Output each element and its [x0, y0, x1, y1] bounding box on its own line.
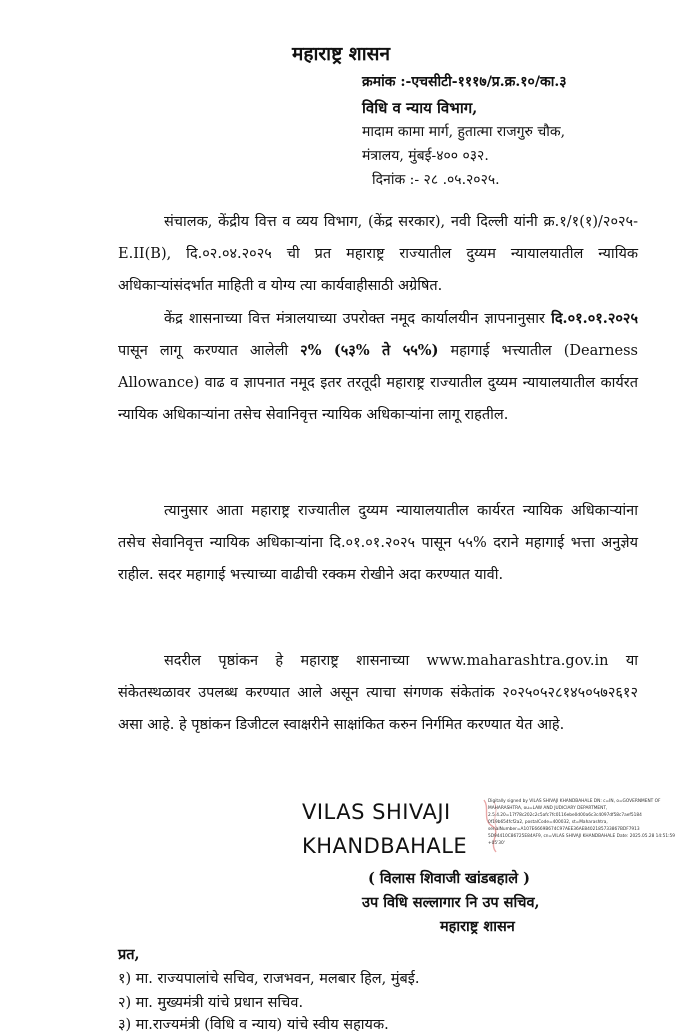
signer-name-line-2: KHANDBAHALE — [302, 834, 468, 858]
website-link[interactable]: www.maharashtra.gov.in — [426, 653, 609, 669]
copy-to-item: २) मा. मुख्यमंत्री यांचे प्रधान सचिव. — [118, 995, 304, 1011]
paragraph-3: त्यानुसार आता महाराष्ट्र राज्यातील दुय्यम न्यायालयातील कार्यरत न्यायिक अधिकाऱ्यांना तसेच सेवानिवृत्त न्यायिक अधिकाऱ्यांना दि.०१.०१.२०२५ पासून ५५% दराने महागाई भत्ता अनुज्ञेय राहील. सदर महागाई भत्त्याच्या वाढीची रक्कम रोखीने अदा करण्यात यावी. — [118, 503, 638, 583]
signer-organization: महाराष्ट्र शासन — [440, 918, 515, 935]
copy-to-item: १) मा. राज्यपालांचे सचिव, राजभवन, मलबार हिल, मुंबई. — [118, 971, 420, 987]
page-title: महाराष्ट्र शासन — [292, 43, 391, 65]
signer-name-marathi: ( विलास शिवाजी खांडबहाले ) — [368, 870, 531, 887]
copy-to-heading: प्रत, — [118, 946, 140, 963]
copy-to-item: ३) मा.राज्यमंत्री (विधि व न्याय) यांचे स्वीय सहायक. — [118, 1017, 389, 1033]
paragraph-4-text-b: या संकेतस्थळावर उपलब्ध करण्यात आले असून त्याचा संगणक संकेतांक २०२५०५२८१४५०५७२६१२ असा आहे. हे पृष्ठांकन डिजीटल स्वाक्षरीने साक्षांकित करुन निर्गमित करण्यात येत आहे. — [118, 653, 638, 733]
signer-designation: उप विधि सल्लागार नि उप सचिव, — [362, 894, 540, 911]
paragraph-2-text-a: केंद्र शासनाच्या वित्त मंत्रालयाच्या उपरोक्त नमूद कार्यालयीन ज्ञापनानुसार — [164, 311, 552, 327]
department-name: विधि व न्याय विभाग, — [362, 99, 478, 117]
effective-date: दि.०१.०१.२०२५ — [551, 310, 638, 327]
address-line-2: मंत्रालय, मुंबई-४०० ०३२. — [362, 148, 489, 164]
paragraph-4-text-a: सदरील पृष्ठांकन हे महाराष्ट्र शासनाच्या — [164, 653, 427, 669]
paragraph-2-text-e: महागाई भत्त्यातील (Dearness Allowance) वाढ व ज्ञापनात नमूद इतर तरतूदी महाराष्ट्र राज्यातील दुय्यम न्यायालयातील कार्यरत न्यायिक अधिकाऱ्यांना तसेच सेवानिवृत्त न्यायिक अधिकाऱ्यांना लागू राहतील. — [118, 343, 638, 423]
da-increase: २% (५३% ते ५५%) — [300, 342, 439, 359]
digital-signature-details: Digitally signed by VILAS SHIVAJI KHANDBAHALE DN: c=IN, o=GOVERNMENT OF MAHARASHTRA, ou=LAW AND JUDICIARY DEPARTMENT, 2.5.4.20=17f78c202c2c5afc7fc0116ebe0d00a6c3c4097df58c7aef5184 0f19b654fcf2a2, postalCode=400032, st=Maharashtra, serialNumber=A107E6669B674C97AEE36AE8402185733867BDF7913 5D94410C86725E84AF9, cn=VILAS SHIVAJI KHANDBAHALE Date: 2025.05.28 14:51:59 +05'30' — [488, 799, 675, 846]
paragraph-1: संचालक, केंद्रीय वित्त व व्यय विभाग, (केंद्र सरकार), नवी दिल्ली यांनी क्र.१/१(१)/२०२५-E.II(B), दि.०२.०४.२०२५ ची प्रत महाराष्ट्र राज्यातील दुय्यम न्यायालयातील न्यायिक अधिकाऱ्यांसंदर्भात माहिती व योग्य त्या कार्यवाहीसाठी अग्रेषित. — [118, 214, 638, 294]
reference-number: क्रमांक :-एचसीटी-१११७/प्र.क्र.१०/का.३ — [362, 74, 567, 90]
paragraph-2 — [118, 303, 638, 431]
letter-date: दिनांक :- २८ .०५.२०२५. — [372, 172, 500, 188]
paragraph-2-text-c: पासून लागू करण्यात आलेली — [118, 343, 301, 359]
address-line-1: मादाम कामा मार्ग, हुतात्मा राजगुरु चौक, — [362, 124, 566, 140]
signer-name-line-1: VILAS SHIVAJI — [302, 800, 451, 824]
paragraph-4 — [118, 645, 638, 741]
